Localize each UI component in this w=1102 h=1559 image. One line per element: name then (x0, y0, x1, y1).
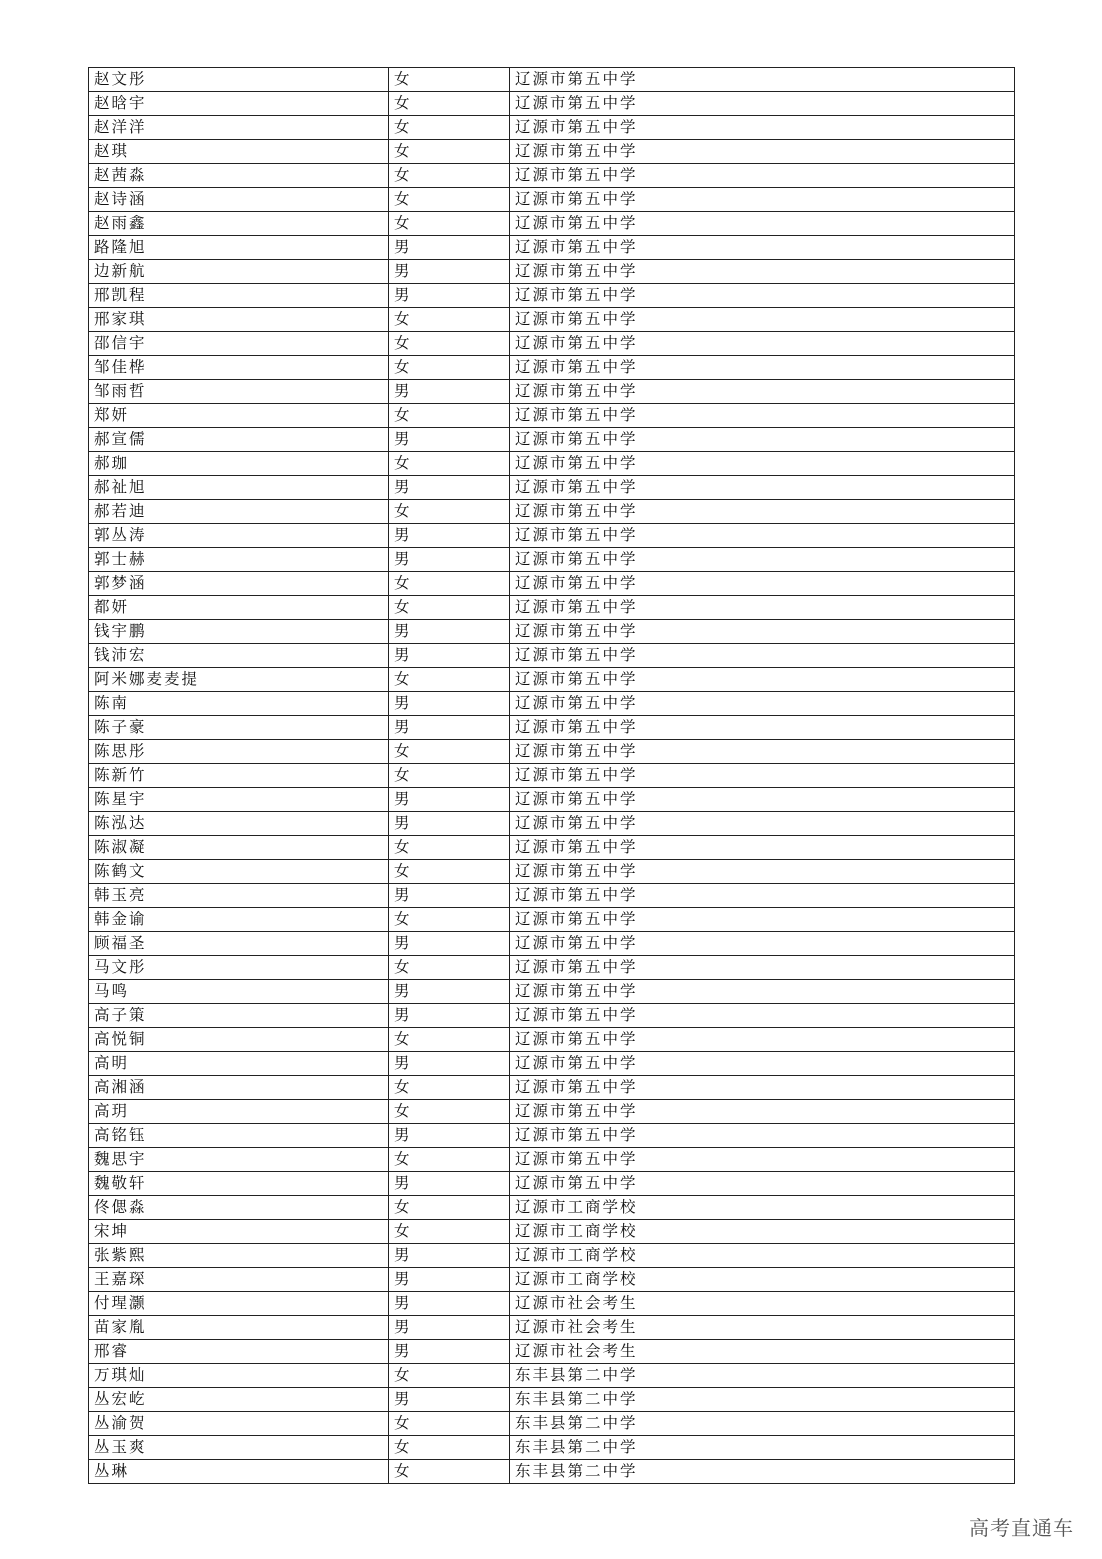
name-cell: 马鸣 (89, 980, 389, 1004)
school-cell: 辽源市第五中学 (510, 764, 1015, 788)
name-cell: 宋坤 (89, 1220, 389, 1244)
name-cell: 陈南 (89, 692, 389, 716)
name-cell: 高玥 (89, 1100, 389, 1124)
table-row (89, 188, 1015, 212)
school-cell: 东丰县第二中学 (510, 1364, 1015, 1388)
school-cell: 辽源市第五中学 (510, 908, 1015, 932)
gender-cell: 女 (389, 92, 510, 116)
gender-cell: 女 (389, 836, 510, 860)
gender-cell: 女 (389, 572, 510, 596)
name-cell: 陈新竹 (89, 764, 389, 788)
school-cell: 辽源市第五中学 (510, 836, 1015, 860)
name-cell: 高子策 (89, 1004, 389, 1028)
gender-cell: 女 (389, 404, 510, 428)
table-row (89, 1316, 1015, 1340)
table-row (89, 1412, 1015, 1436)
gender-cell: 男 (389, 284, 510, 308)
school-cell: 辽源市第五中学 (510, 356, 1015, 380)
name-cell: 顾福圣 (89, 932, 389, 956)
table-row (89, 260, 1015, 284)
school-cell: 辽源市第五中学 (510, 740, 1015, 764)
gender-cell: 男 (389, 1268, 510, 1292)
school-cell: 辽源市第五中学 (510, 956, 1015, 980)
name-cell: 边新航 (89, 260, 389, 284)
name-cell: 魏敬轩 (89, 1172, 389, 1196)
school-cell: 辽源市第五中学 (510, 332, 1015, 356)
name-cell: 郭丛涛 (89, 524, 389, 548)
table-row (89, 620, 1015, 644)
school-cell: 辽源市第五中学 (510, 860, 1015, 884)
watermark-text: 高考直通车 (969, 1516, 1074, 1540)
gender-cell: 男 (389, 1316, 510, 1340)
name-cell: 钱沛宏 (89, 644, 389, 668)
gender-cell: 女 (389, 1028, 510, 1052)
gender-cell: 女 (389, 1076, 510, 1100)
school-cell: 辽源市第五中学 (510, 932, 1015, 956)
gender-cell: 男 (389, 1004, 510, 1028)
name-cell: 丛渝贺 (89, 1412, 389, 1436)
table-row (89, 68, 1015, 92)
name-cell: 阿米娜麦麦提 (89, 668, 389, 692)
gender-cell: 女 (389, 1460, 510, 1484)
gender-cell: 男 (389, 812, 510, 836)
name-cell: 赵诗涵 (89, 188, 389, 212)
gender-cell: 男 (389, 932, 510, 956)
table-row (89, 452, 1015, 476)
table-row (89, 476, 1015, 500)
gender-cell: 男 (389, 1244, 510, 1268)
gender-cell: 男 (389, 716, 510, 740)
name-cell: 王嘉琛 (89, 1268, 389, 1292)
table-row (89, 908, 1015, 932)
name-cell: 韩金谕 (89, 908, 389, 932)
school-cell: 辽源市第五中学 (510, 1124, 1015, 1148)
name-cell: 邹雨哲 (89, 380, 389, 404)
school-cell: 辽源市第五中学 (510, 980, 1015, 1004)
name-cell: 郝珈 (89, 452, 389, 476)
student-roster-table (88, 67, 1015, 1484)
gender-cell: 男 (389, 476, 510, 500)
school-cell: 辽源市第五中学 (510, 476, 1015, 500)
gender-cell: 女 (389, 116, 510, 140)
gender-cell: 女 (389, 764, 510, 788)
name-cell: 魏思宇 (89, 1148, 389, 1172)
name-cell: 佟偲淼 (89, 1196, 389, 1220)
name-cell: 陈鹤文 (89, 860, 389, 884)
school-cell: 辽源市第五中学 (510, 596, 1015, 620)
gender-cell: 女 (389, 188, 510, 212)
name-cell: 赵洋洋 (89, 116, 389, 140)
school-cell: 辽源市第五中学 (510, 692, 1015, 716)
gender-cell: 男 (389, 884, 510, 908)
name-cell: 赵文彤 (89, 68, 389, 92)
gender-cell: 男 (389, 692, 510, 716)
table-row (89, 428, 1015, 452)
name-cell: 邢凯程 (89, 284, 389, 308)
table-row (89, 884, 1015, 908)
gender-cell: 男 (389, 524, 510, 548)
name-cell: 高铭钰 (89, 1124, 389, 1148)
table-row (89, 740, 1015, 764)
school-cell: 辽源市第五中学 (510, 164, 1015, 188)
table-row (89, 116, 1015, 140)
school-cell: 辽源市第五中学 (510, 572, 1015, 596)
table-row (89, 644, 1015, 668)
table-row (89, 692, 1015, 716)
gender-cell: 女 (389, 1364, 510, 1388)
school-cell: 辽源市第五中学 (510, 236, 1015, 260)
table-row (89, 1388, 1015, 1412)
gender-cell: 女 (389, 452, 510, 476)
school-cell: 辽源市工商学校 (510, 1268, 1015, 1292)
gender-cell: 男 (389, 1052, 510, 1076)
school-cell: 辽源市第五中学 (510, 716, 1015, 740)
name-cell: 陈星宇 (89, 788, 389, 812)
table-row (89, 1220, 1015, 1244)
table-row (89, 164, 1015, 188)
name-cell: 邹佳桦 (89, 356, 389, 380)
name-cell: 高明 (89, 1052, 389, 1076)
school-cell: 辽源市第五中学 (510, 212, 1015, 236)
gender-cell: 男 (389, 260, 510, 284)
table-row (89, 500, 1015, 524)
name-cell: 付瑆灏 (89, 1292, 389, 1316)
school-cell: 辽源市工商学校 (510, 1220, 1015, 1244)
name-cell: 邢家琪 (89, 308, 389, 332)
school-cell: 辽源市第五中学 (510, 260, 1015, 284)
gender-cell: 男 (389, 980, 510, 1004)
table-row (89, 1196, 1015, 1220)
school-cell: 辽源市第五中学 (510, 1100, 1015, 1124)
name-cell: 高湘涵 (89, 1076, 389, 1100)
gender-cell: 男 (389, 620, 510, 644)
school-cell: 辽源市第五中学 (510, 380, 1015, 404)
table-row (89, 1148, 1015, 1172)
table-row (89, 356, 1015, 380)
name-cell: 郝宣儒 (89, 428, 389, 452)
name-cell: 都妍 (89, 596, 389, 620)
gender-cell: 男 (389, 1172, 510, 1196)
gender-cell: 女 (389, 1412, 510, 1436)
school-cell: 辽源市第五中学 (510, 500, 1015, 524)
school-cell: 辽源市第五中学 (510, 428, 1015, 452)
name-cell: 马文彤 (89, 956, 389, 980)
table-row (89, 524, 1015, 548)
name-cell: 陈子豪 (89, 716, 389, 740)
name-cell: 高悦铜 (89, 1028, 389, 1052)
gender-cell: 女 (389, 860, 510, 884)
school-cell: 辽源市第五中学 (510, 116, 1015, 140)
table-row (89, 1436, 1015, 1460)
gender-cell: 女 (389, 212, 510, 236)
name-cell: 郑妍 (89, 404, 389, 428)
table-row (89, 812, 1015, 836)
school-cell: 辽源市第五中学 (510, 1052, 1015, 1076)
gender-cell: 女 (389, 140, 510, 164)
name-cell: 韩玉亮 (89, 884, 389, 908)
table-row (89, 860, 1015, 884)
gender-cell: 女 (389, 1436, 510, 1460)
table-row (89, 1052, 1015, 1076)
school-cell: 辽源市第五中学 (510, 668, 1015, 692)
table-row (89, 980, 1015, 1004)
gender-cell: 男 (389, 548, 510, 572)
table-row (89, 668, 1015, 692)
gender-cell: 男 (389, 788, 510, 812)
school-cell: 辽源市社会考生 (510, 1316, 1015, 1340)
table-row (89, 380, 1015, 404)
gender-cell: 女 (389, 596, 510, 620)
name-cell: 丛琳 (89, 1460, 389, 1484)
table-row (89, 1268, 1015, 1292)
name-cell: 陈泓达 (89, 812, 389, 836)
school-cell: 东丰县第二中学 (510, 1412, 1015, 1436)
school-cell: 辽源市第五中学 (510, 788, 1015, 812)
school-cell: 辽源市第五中学 (510, 68, 1015, 92)
table-row (89, 1028, 1015, 1052)
name-cell: 丛宏屹 (89, 1388, 389, 1412)
table-row (89, 308, 1015, 332)
gender-cell: 女 (389, 356, 510, 380)
school-cell: 辽源市社会考生 (510, 1292, 1015, 1316)
gender-cell: 女 (389, 308, 510, 332)
name-cell: 路隆旭 (89, 236, 389, 260)
name-cell: 丛玉爽 (89, 1436, 389, 1460)
school-cell: 辽源市第五中学 (510, 644, 1015, 668)
table-row (89, 548, 1015, 572)
table-row (89, 1124, 1015, 1148)
school-cell: 辽源市社会考生 (510, 1340, 1015, 1364)
school-cell: 辽源市第五中学 (510, 404, 1015, 428)
name-cell: 赵雨鑫 (89, 212, 389, 236)
table-row (89, 236, 1015, 260)
table-row (89, 284, 1015, 308)
gender-cell: 女 (389, 740, 510, 764)
school-cell: 东丰县第二中学 (510, 1436, 1015, 1460)
name-cell: 钱宇鹏 (89, 620, 389, 644)
name-cell: 郭梦涵 (89, 572, 389, 596)
name-cell: 万琪灿 (89, 1364, 389, 1388)
gender-cell: 女 (389, 164, 510, 188)
gender-cell: 男 (389, 1340, 510, 1364)
table-row (89, 1100, 1015, 1124)
gender-cell: 男 (389, 428, 510, 452)
school-cell: 辽源市第五中学 (510, 140, 1015, 164)
gender-cell: 男 (389, 1292, 510, 1316)
school-cell: 东丰县第二中学 (510, 1460, 1015, 1484)
name-cell: 郝祉旭 (89, 476, 389, 500)
gender-cell: 男 (389, 236, 510, 260)
table-row (89, 1004, 1015, 1028)
table-row (89, 1364, 1015, 1388)
table-row (89, 716, 1015, 740)
school-cell: 辽源市工商学校 (510, 1244, 1015, 1268)
school-cell: 辽源市第五中学 (510, 812, 1015, 836)
school-cell: 辽源市第五中学 (510, 308, 1015, 332)
gender-cell: 女 (389, 668, 510, 692)
gender-cell: 男 (389, 644, 510, 668)
school-cell: 东丰县第二中学 (510, 1388, 1015, 1412)
table-row (89, 764, 1015, 788)
table-row (89, 956, 1015, 980)
name-cell: 赵晗宇 (89, 92, 389, 116)
school-cell: 辽源市工商学校 (510, 1196, 1015, 1220)
name-cell: 郝若迪 (89, 500, 389, 524)
table-row (89, 332, 1015, 356)
table-row (89, 836, 1015, 860)
table-row (89, 1244, 1015, 1268)
table-row (89, 140, 1015, 164)
school-cell: 辽源市第五中学 (510, 1004, 1015, 1028)
name-cell: 陈淑凝 (89, 836, 389, 860)
gender-cell: 女 (389, 956, 510, 980)
school-cell: 辽源市第五中学 (510, 452, 1015, 476)
name-cell: 苗家胤 (89, 1316, 389, 1340)
table-row (89, 1460, 1015, 1484)
roster-body (89, 68, 1015, 1484)
table-row (89, 1292, 1015, 1316)
gender-cell: 女 (389, 908, 510, 932)
school-cell: 辽源市第五中学 (510, 1148, 1015, 1172)
school-cell: 辽源市第五中学 (510, 284, 1015, 308)
gender-cell: 女 (389, 1148, 510, 1172)
gender-cell: 女 (389, 68, 510, 92)
school-cell: 辽源市第五中学 (510, 92, 1015, 116)
gender-cell: 男 (389, 1388, 510, 1412)
name-cell: 陈思彤 (89, 740, 389, 764)
name-cell: 邢睿 (89, 1340, 389, 1364)
table-row (89, 212, 1015, 236)
table-row (89, 596, 1015, 620)
table-row (89, 1076, 1015, 1100)
school-cell: 辽源市第五中学 (510, 620, 1015, 644)
school-cell: 辽源市第五中学 (510, 1172, 1015, 1196)
school-cell: 辽源市第五中学 (510, 548, 1015, 572)
table-row (89, 404, 1015, 428)
gender-cell: 男 (389, 1124, 510, 1148)
table-row (89, 1340, 1015, 1364)
gender-cell: 男 (389, 380, 510, 404)
name-cell: 张紫熙 (89, 1244, 389, 1268)
gender-cell: 女 (389, 1100, 510, 1124)
table-row (89, 932, 1015, 956)
name-cell: 郭士赫 (89, 548, 389, 572)
table-row (89, 1172, 1015, 1196)
school-cell: 辽源市第五中学 (510, 884, 1015, 908)
gender-cell: 女 (389, 500, 510, 524)
table-row (89, 92, 1015, 116)
school-cell: 辽源市第五中学 (510, 1028, 1015, 1052)
school-cell: 辽源市第五中学 (510, 1076, 1015, 1100)
school-cell: 辽源市第五中学 (510, 524, 1015, 548)
table-row (89, 788, 1015, 812)
gender-cell: 女 (389, 1220, 510, 1244)
school-cell: 辽源市第五中学 (510, 188, 1015, 212)
name-cell: 赵茜淼 (89, 164, 389, 188)
name-cell: 邵信宇 (89, 332, 389, 356)
gender-cell: 女 (389, 332, 510, 356)
gender-cell: 女 (389, 1196, 510, 1220)
name-cell: 赵琪 (89, 140, 389, 164)
table-row (89, 572, 1015, 596)
